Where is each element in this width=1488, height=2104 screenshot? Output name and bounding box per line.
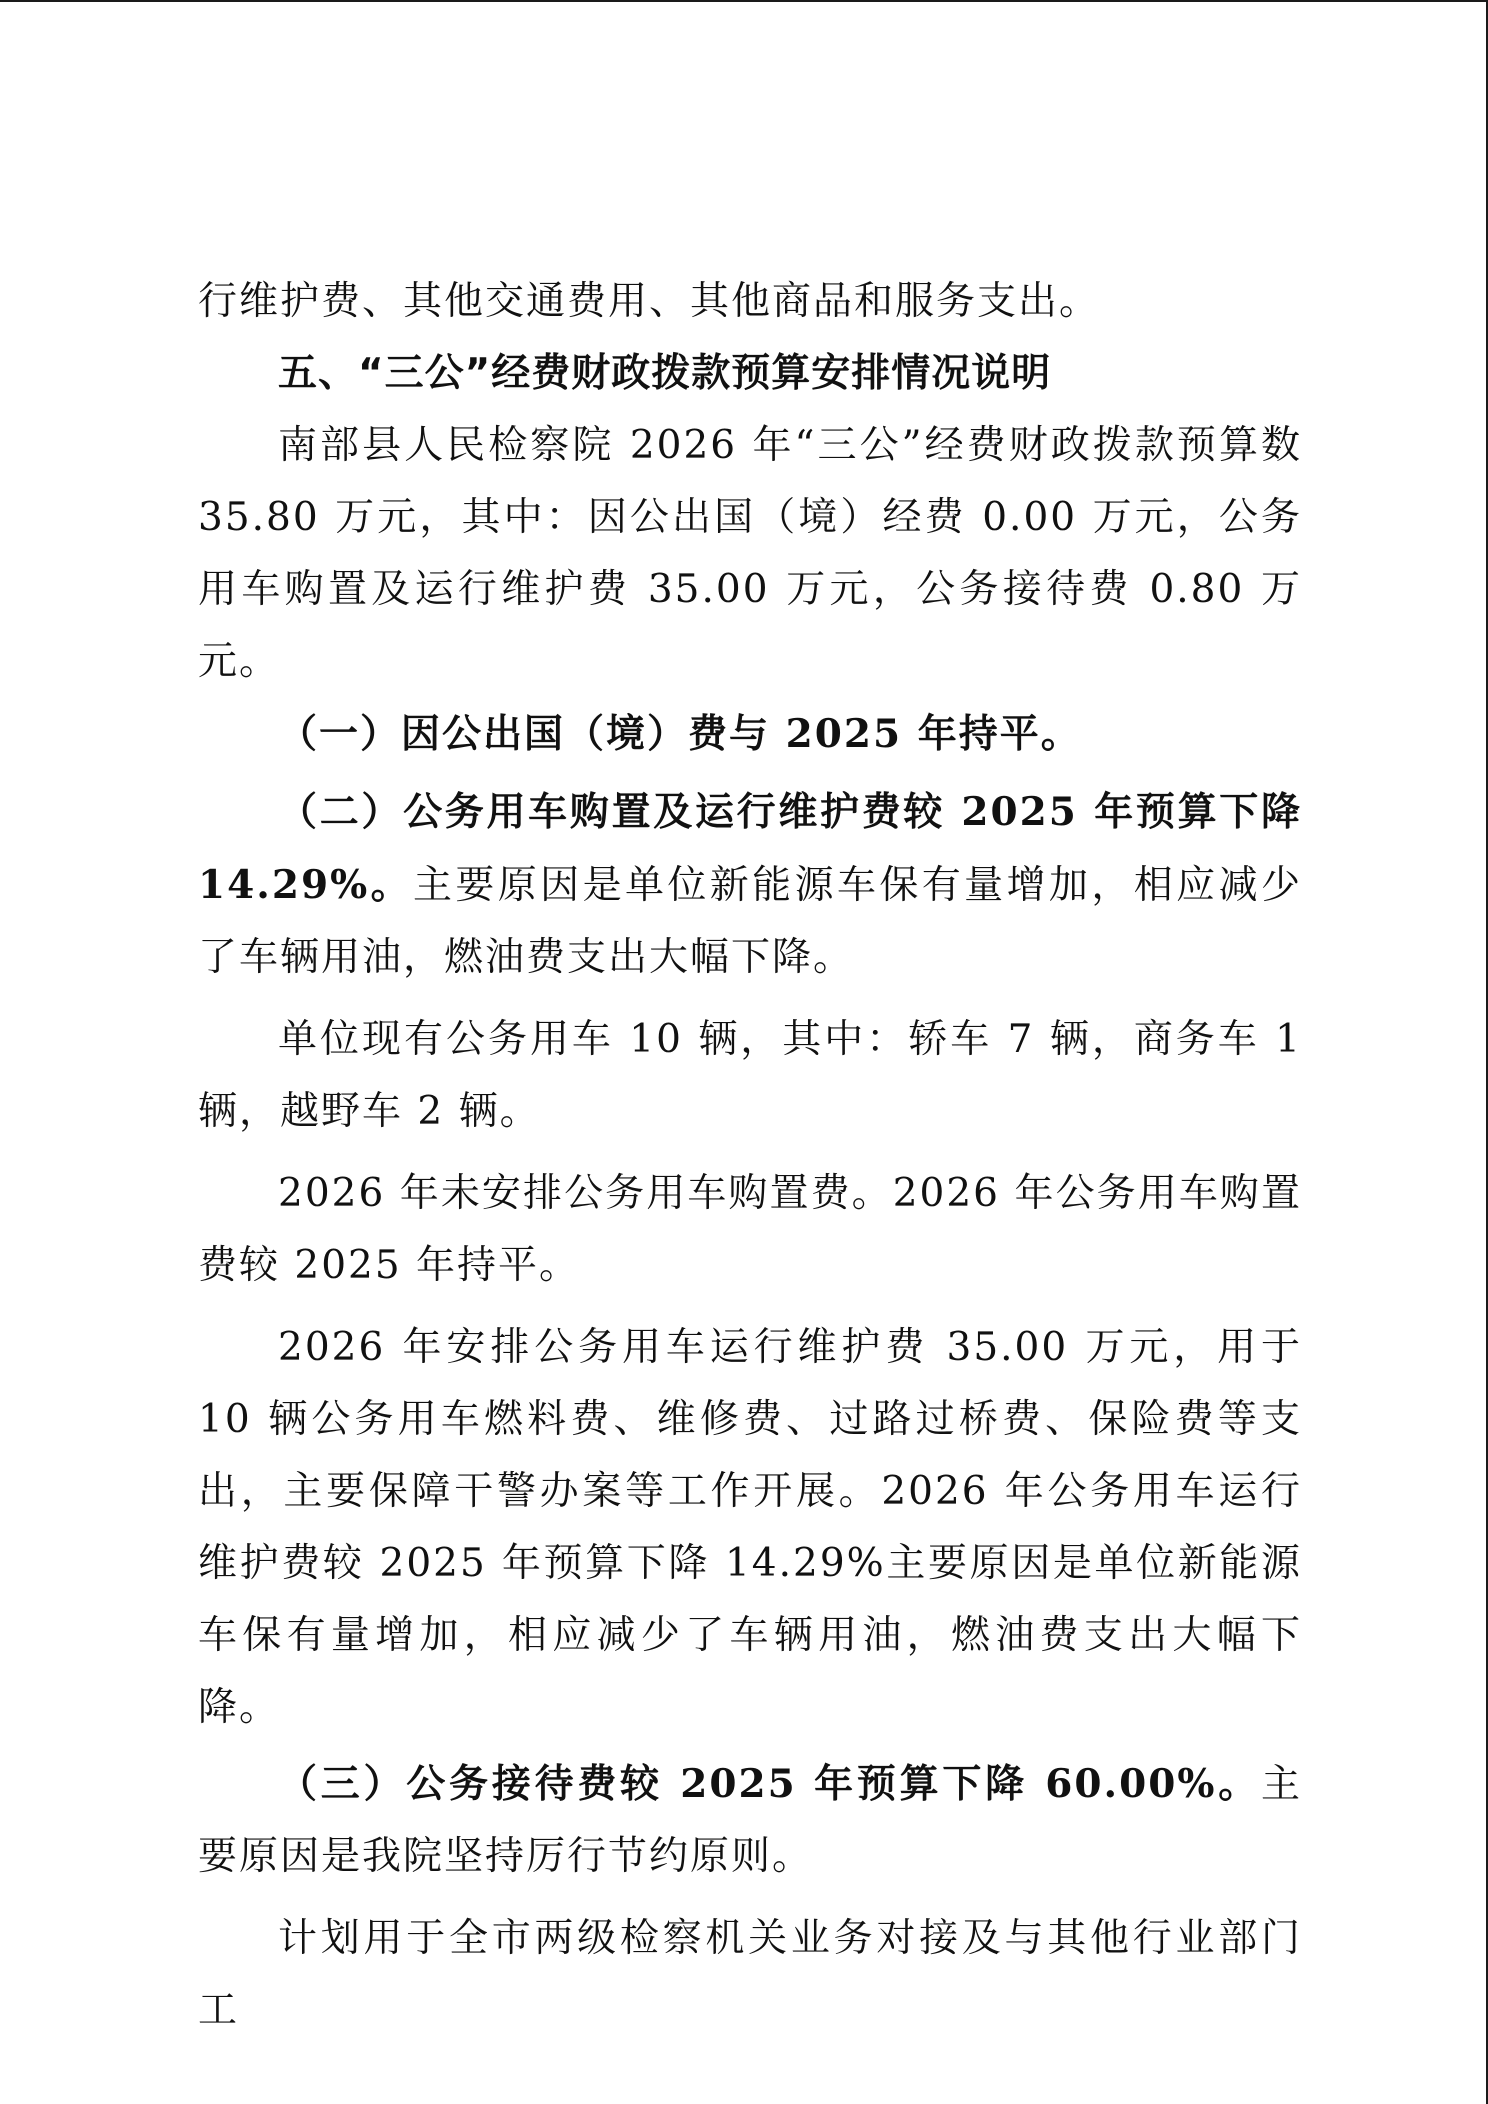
paragraph-continuation: 行维护费、其他交通费用、其他商品和服务支出。: [198, 279, 1101, 324]
paragraph-budget-summary: 南部县人民检察院 2026 年“三公”经费财政拨款预算数 35.80 万元，其中：因公出国（境）经费 0.00 万元，公务用车购置及运行维护费 35.00 万元，公务接待费 0.80 万元。: [198, 423, 1302, 684]
subheading-vehicle-expense: （二）公务用车购置及运行维护费较 2025 年预算下降 14.29%。: [198, 789, 1302, 908]
paragraph-reception-plan: 计划用于全市两级检察机关业务对接及与其他行业部门工: [198, 1916, 1302, 2033]
paragraph-reception-expense: [198, 1748, 1302, 1893]
page-top-border: [0, 0, 1488, 2]
document-body: [198, 266, 1302, 2047]
subheading-reception-expense: （三）公务接待费较 2025 年预算下降 60.00%。: [278, 1761, 1261, 1807]
paragraph-vehicle-expense: [198, 776, 1302, 994]
paragraph-vehicle-purchase: 2026 年未安排公务用车购置费。2026 年公务用车购置费较 2025 年持平。: [198, 1171, 1302, 1288]
section-heading-san-gong: 五、“三公”经费财政拨款预算安排情况说明: [278, 351, 1052, 396]
vehicle-expense-reason: 主要原因是单位新能源车保有量增加，相应减少了车辆用油，燃油费支出大幅下降。: [198, 863, 1302, 980]
reception-expense-reason: 主要原因是我院坚持厉行节约原则。: [198, 1762, 1302, 1879]
paragraph-vehicle-count: 单位现有公务用车 10 辆，其中：轿车 7 辆，商务车 1 辆，越野车 2 辆。: [198, 1017, 1302, 1134]
paragraph-vehicle-maintenance: 2026 年安排公务用车运行维护费 35.00 万元，用于 10 辆公务用车燃料费、维修费、过路过桥费、保险费等支出，主要保障干警办案等工作开展。2026 年公务用车运行维护费较 2025 年预算下降 14.29%主要原因是单位新能源车保有量增加，相应减少了车辆用油，燃油费支出大幅下降。: [198, 1325, 1302, 1730]
subheading-overseas-travel: （一）因公出国（境）费与 2025 年持平。: [278, 711, 1082, 757]
